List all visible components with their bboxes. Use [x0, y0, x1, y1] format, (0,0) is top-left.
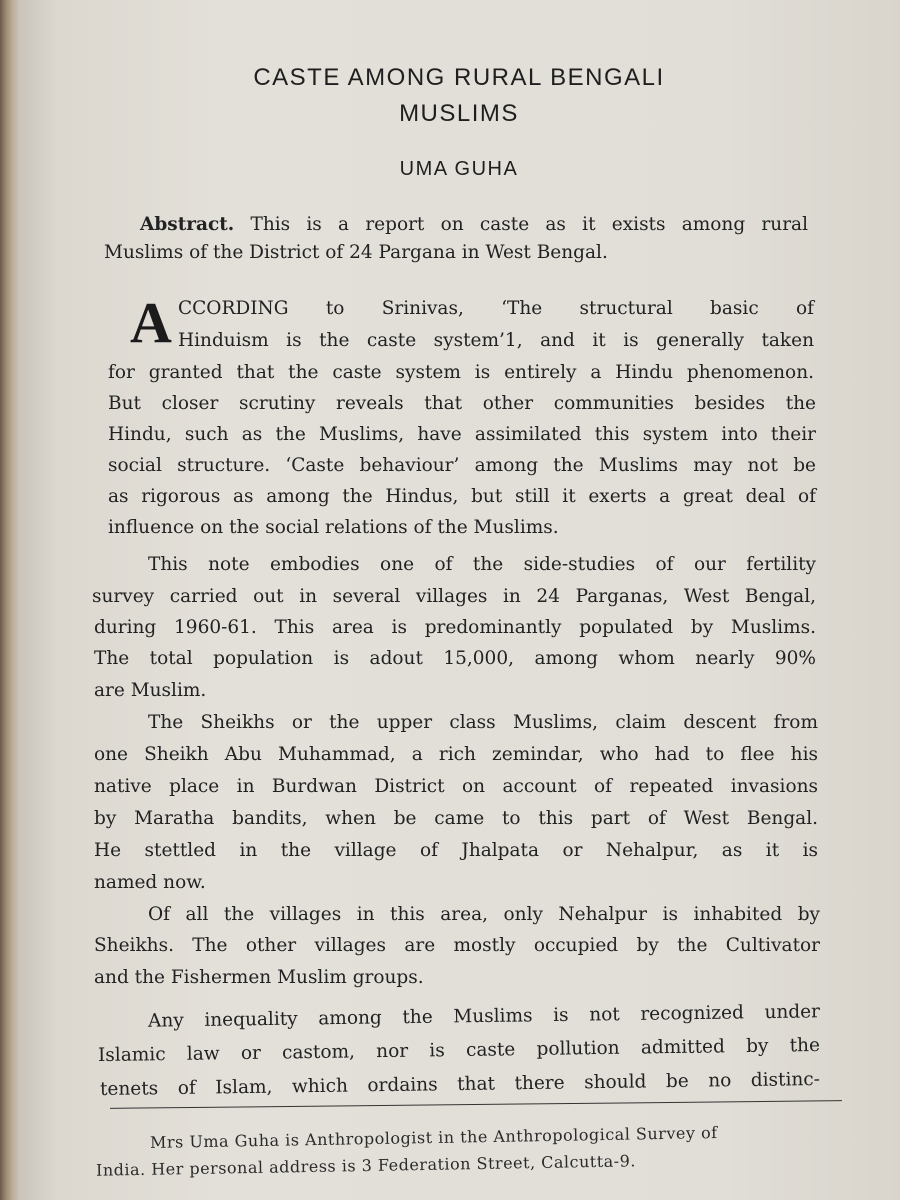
paragraph-1-line: for granted that the caste system is entirely a Hindu phenomenon.: [108, 362, 814, 383]
journal-page: [18, 0, 900, 1200]
footnote-line: India. Her personal address is 3 Federation Street, Calcutta-9.: [95, 1151, 637, 1180]
paragraph-4-line: Of all the villages in this area, only Nehalpur is inhabited by: [148, 904, 820, 925]
paragraph-3-line: The Sheikhs or the upper class Muslims, claim descent from: [148, 712, 818, 733]
book-spine-edge: [0, 0, 18, 1200]
paragraph-3-line: native place in Burdwan District on account of repeated invasions: [94, 776, 818, 797]
paragraph-2-line: are Muslim.: [94, 680, 207, 701]
author-name: UMA GUHA: [399, 158, 519, 180]
paragraph-1-line: Hindu, such as the Muslims, have assimilated this system into their: [108, 424, 816, 445]
article-title-line-2: MUSLIMS: [399, 100, 519, 127]
paragraph-3-line: by Maratha bandits, when be came to this part of West Bengal.: [94, 808, 818, 829]
paragraph-1-line: CCORDING to Srinivas, ‘The structural basic of: [178, 298, 814, 319]
paragraph-2-line: during 1960-61. This area is predominantly populated by Muslims.: [94, 617, 816, 638]
paragraph-5-line: Islamic law or castom, nor is caste pollution admitted by the: [97, 1034, 821, 1067]
paragraph-1-line: influence on the social relations of the Muslims.: [108, 517, 559, 538]
abstract-label: Abstract.: [140, 214, 235, 235]
paragraph-3-line: He stettled in the village of Jhalpata or Nehalpur, as it is: [94, 840, 818, 861]
paragraph-2-line: survey carried out in several villages in 24 Parganas, West Bengal,: [92, 586, 816, 607]
paragraph-1-line: Hinduism is the caste system’1, and it is generally taken: [178, 330, 814, 351]
abstract-line-2: Muslims of the District of 24 Pargana in West Bengal.: [104, 242, 608, 263]
paragraph-5-line: tenets of Islam, which ordains that there should be no distinc-: [99, 1068, 821, 1101]
paragraph-1-line: social structure. ‘Caste behaviour’ among the Muslims may not be: [108, 455, 816, 476]
footnote-line: Mrs Uma Guha is Anthropologist in the Anthropological Survey of: [149, 1123, 718, 1152]
paragraph-1-line: But closer scrutiny reveals that other communities besides the: [108, 393, 816, 414]
paragraph-3-line: one Sheikh Abu Muhammad, a rich zemindar, who had to flee his: [94, 744, 818, 765]
abstract-text-1: This is a report on caste as it exists among rural: [250, 214, 808, 235]
footnote-rule: [110, 1100, 842, 1109]
abstract-line-1: [140, 214, 808, 235]
paragraph-4-line: and the Fishermen Muslim groups.: [94, 967, 424, 988]
paragraph-2-line: This note embodies one of the side-studies of our fertility: [148, 554, 816, 575]
article-title-line-1: CASTE AMONG RURAL BENGALI: [253, 64, 665, 91]
paragraph-5-line: Any inequality among the Muslims is not recognized under: [147, 1001, 821, 1032]
show-through-text: [178, 0, 878, 32]
paragraph-3-line: named now.: [94, 872, 206, 893]
paragraph-4-line: Sheikhs. The other villages are mostly occupied by the Cultivator: [94, 935, 820, 956]
paragraph-1-line: as rigorous as among the Hindus, but still it exerts a great deal of: [108, 486, 816, 507]
drop-cap: A: [130, 290, 172, 355]
paragraph-2-line: The total population is adout 15,000, among whom nearly 90%: [94, 648, 816, 669]
